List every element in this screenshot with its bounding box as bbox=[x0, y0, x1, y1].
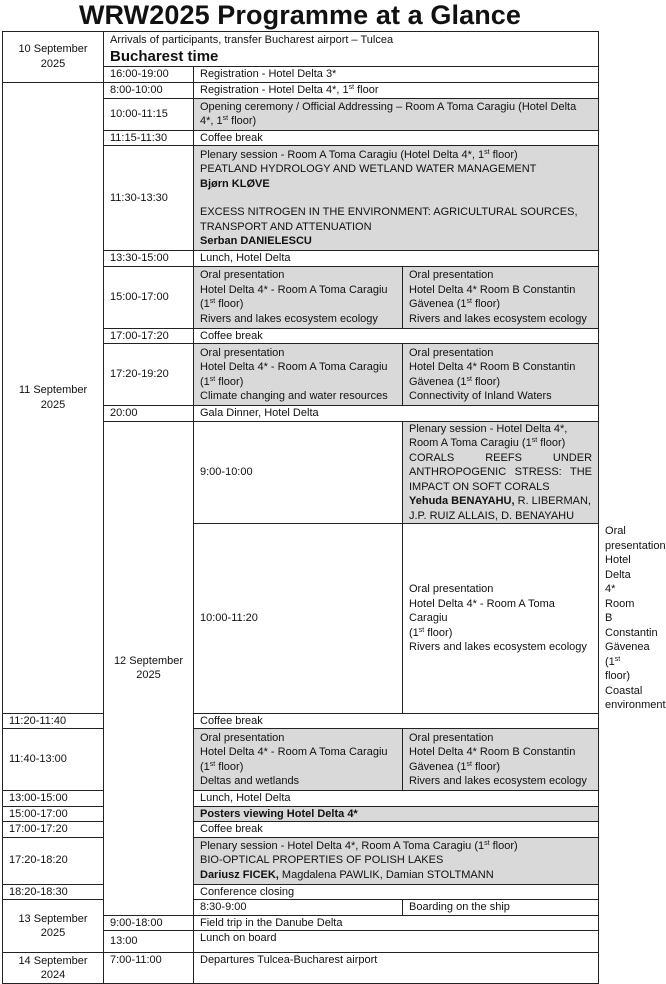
session-room-a bbox=[194, 344, 403, 406]
date-year: 2025 bbox=[40, 927, 66, 939]
superscript: st bbox=[466, 298, 472, 305]
time-cell: 17:20-18:20 bbox=[3, 837, 104, 884]
plenary-cell bbox=[194, 837, 599, 884]
time-cell: 8:00-10:00 bbox=[104, 82, 194, 98]
talk-speaker: Bjørn KLØVE bbox=[200, 177, 270, 190]
time-cell: 8:30-9:00 bbox=[194, 900, 403, 916]
date-year: 2025 bbox=[136, 669, 161, 681]
session-floor bbox=[200, 297, 396, 312]
date-line: 10 September bbox=[18, 43, 88, 56]
talk-title: BIO-OPTICAL PROPERTIES OF POLISH LAKES bbox=[200, 854, 444, 867]
date-year: 2025 bbox=[40, 398, 66, 411]
time-cell: 17:20-19:20 bbox=[104, 344, 194, 406]
date-line: 14 September bbox=[18, 954, 88, 967]
programme-table bbox=[2, 31, 666, 984]
event-text: floor) bbox=[537, 437, 566, 449]
time-cell: 18:20-18:30 bbox=[3, 884, 104, 900]
event-text: (1 bbox=[200, 298, 210, 310]
event-text: floor) bbox=[215, 375, 244, 388]
superscript: st bbox=[418, 626, 425, 634]
time-cell: 17:00-17:20 bbox=[104, 328, 194, 344]
time-cell: 17:00-17:20 bbox=[3, 822, 104, 838]
page-title: WRW2025 Programme at a Glance bbox=[78, 0, 522, 30]
event-text: floor) bbox=[228, 115, 257, 127]
session-room-b bbox=[403, 729, 599, 791]
session-room-a bbox=[194, 729, 403, 791]
time-cell: 15:00-17:00 bbox=[3, 806, 104, 822]
session-topic: Rivers and lakes ecosystem ecology bbox=[409, 775, 587, 787]
superscript: st bbox=[209, 298, 216, 305]
event-cell: Departures Tulcea-Bucharest airport bbox=[194, 953, 599, 984]
session-topic: Rivers and lakes ecosystem ecology bbox=[200, 312, 378, 325]
event-text: Registration - Hotel Delta 4*, 1 bbox=[200, 83, 349, 96]
date-year: 2025 bbox=[40, 57, 66, 70]
talk-speaker: Serban DANIELESCU bbox=[200, 235, 312, 247]
event-text: (1 bbox=[200, 375, 210, 388]
event-cell bbox=[194, 98, 599, 130]
time-cell: 13:00 bbox=[104, 931, 194, 953]
superscript: st bbox=[466, 760, 472, 768]
superscript: st bbox=[209, 760, 216, 768]
event-cell: Lunch, Hotel Delta bbox=[194, 791, 599, 807]
session-room: Hotel Delta 4* Room B Constantin bbox=[409, 361, 576, 373]
event-text: (1 bbox=[409, 626, 419, 639]
time-cell: 13:30-15:00 bbox=[104, 251, 194, 267]
event-text: Opening ceremony / Official Addressing – Room A Toma Caragiu (Hotel Delta 4*, 1 bbox=[200, 100, 577, 127]
event-text: floor) bbox=[215, 760, 244, 773]
event-text: (1 bbox=[200, 760, 210, 773]
event-text: Gävenea (1 bbox=[409, 298, 467, 310]
session-floor bbox=[200, 375, 396, 390]
plenary-header bbox=[200, 148, 592, 163]
table-row bbox=[3, 900, 599, 916]
event-cell: Coffee break bbox=[194, 713, 599, 729]
event-text: floor bbox=[354, 83, 379, 96]
superscript: st bbox=[222, 115, 229, 122]
table-row bbox=[3, 822, 599, 838]
session-room: Hotel Delta 4* Room B Constantin bbox=[409, 746, 576, 758]
table-row bbox=[3, 32, 599, 67]
session-topic: Climate changing and water resources bbox=[200, 390, 388, 402]
event-cell bbox=[194, 82, 599, 98]
event-text: floor) bbox=[471, 298, 501, 310]
event-cell: Lunch, Hotel Delta bbox=[194, 251, 599, 267]
table-row bbox=[3, 791, 599, 807]
event-cell: Registration - Hotel Delta 3* bbox=[194, 66, 599, 82]
talk-title: PEATLAND HYDROLOGY AND WETLAND WATER MANAGEMENT bbox=[200, 163, 537, 175]
time-cell: 13:00-15:00 bbox=[3, 791, 104, 807]
day-date-14-sep bbox=[3, 953, 104, 984]
session-label: Oral presentation bbox=[409, 731, 494, 744]
event-text: Gävenea (1 bbox=[605, 641, 650, 668]
table-row: 10:00-11:20 Oral presentation Hotel Delta 4* - Room A Toma Caragiu (1st floor) Rivers and lakes ecosystem ecology Oral presentation Hotel Delta 4* Room B Constantin Gävenea (1st floor) Coastal environment bbox=[3, 524, 599, 714]
event-text: floor) bbox=[471, 375, 501, 388]
session-topic: Deltas and wetlands bbox=[200, 775, 300, 787]
arrivals-text: Arrivals of participants, transfer Bucharest airport – Tulcea bbox=[110, 34, 394, 46]
session-label: Oral presentation bbox=[200, 731, 285, 744]
superscript: st bbox=[209, 375, 216, 383]
session-floor bbox=[200, 760, 396, 775]
superscript: st bbox=[484, 839, 490, 847]
talk-speaker: Yehuda BENAYAHU, bbox=[409, 495, 515, 507]
day-date-10-sep bbox=[3, 32, 104, 83]
session-room: Hotel Delta 4* Room B Constantin bbox=[409, 283, 576, 296]
event-text: Gävenea (1 bbox=[409, 760, 467, 773]
event-cell: Coffee break bbox=[194, 130, 599, 146]
session-room: Hotel Delta 4* - Room A Toma Caragiu bbox=[200, 361, 388, 373]
superscript: st bbox=[466, 375, 472, 383]
superscript: st bbox=[484, 148, 490, 156]
date-line: 12 September bbox=[113, 654, 184, 667]
event-text: floor) bbox=[424, 626, 453, 639]
talk-speakers bbox=[200, 868, 592, 883]
event-text: floor) bbox=[215, 298, 244, 310]
date-line: 11 September bbox=[18, 384, 88, 396]
session-label: Oral presentation bbox=[409, 583, 494, 595]
event-text: Plenary session - Hotel Delta 4*, Room A Toma Caragiu (1 bbox=[409, 422, 568, 449]
event-text: floor) bbox=[605, 670, 631, 682]
event-cell: Field trip in the Danube Delta bbox=[194, 915, 599, 931]
talk-speakers bbox=[409, 494, 592, 523]
day-date-13-sep bbox=[3, 900, 104, 953]
table-row bbox=[3, 953, 599, 984]
event-cell: Coffee break bbox=[194, 328, 599, 344]
time-cell: 10:00-11:20 bbox=[194, 524, 403, 714]
plenary-cell bbox=[403, 421, 599, 524]
event-text: Plenary session - Hotel Delta 4*, Room A Toma Caragiu (1 bbox=[200, 839, 485, 852]
session-room-b bbox=[403, 344, 599, 406]
time-cell: 11:15-11:30 bbox=[104, 130, 194, 146]
event-cell: Lunch on board bbox=[194, 931, 599, 953]
talk-title: EXCESS NITROGEN IN THE ENVIRONMENT: AGRICULTURAL SOURCES, TRANSPORT AND ATTENUATION bbox=[200, 206, 578, 233]
superscript: st bbox=[614, 655, 621, 663]
time-cell: 11:30-13:30 bbox=[104, 146, 194, 251]
event-cell: Conference closing bbox=[194, 884, 599, 900]
event-cell: Posters viewing Hotel Delta 4* bbox=[194, 806, 599, 822]
time-cell: 11:40-13:00 bbox=[3, 729, 104, 791]
table-row bbox=[3, 729, 599, 791]
event-text: Plenary session - Room A Toma Caragiu (Hotel Delta 4*, 1 bbox=[200, 148, 485, 161]
time-cell: 9:00-10:00 bbox=[194, 421, 403, 524]
session-floor bbox=[409, 297, 592, 312]
session-room-a bbox=[194, 266, 403, 328]
bucharest-time-heading: Bucharest time bbox=[110, 47, 219, 65]
session-room: Hotel Delta 4* - Room A Toma Caragiu bbox=[409, 597, 555, 624]
session-room: Hotel Delta 4* - Room A Toma Caragiu bbox=[200, 283, 388, 296]
day-date-11-sep bbox=[3, 82, 104, 713]
time-cell: 10:00-11:15 bbox=[104, 98, 194, 130]
co-authors: Magdalena PAWLIK, Damian STOLTMANN bbox=[278, 868, 494, 881]
spacer bbox=[200, 191, 592, 205]
time-cell: 16:00-19:00 bbox=[104, 66, 194, 82]
table-row bbox=[3, 713, 599, 729]
session-room-b bbox=[403, 266, 599, 328]
time-cell: 7:00-11:00 bbox=[104, 953, 194, 984]
date-year: 2024 bbox=[40, 969, 66, 981]
session-topic: Connectivity of Inland Waters bbox=[409, 390, 552, 402]
time-cell: 15:00-17:00 bbox=[104, 266, 194, 328]
day-date-12-sep bbox=[104, 421, 194, 915]
event-text: floor) bbox=[489, 148, 518, 161]
superscript: st bbox=[348, 83, 355, 91]
superscript: st bbox=[531, 437, 538, 444]
event-cell: Coffee break bbox=[194, 822, 599, 838]
session-room: Hotel Delta 4* - Room A Toma Caragiu bbox=[200, 746, 388, 758]
session-label: Oral presentation bbox=[409, 346, 494, 359]
session-label: Oral presentation bbox=[200, 269, 285, 281]
session-floor bbox=[409, 760, 592, 775]
co-authors: R. LIBERMAN, J.P. RUIZ ALLAIS, D. BENAYAHU bbox=[409, 495, 591, 522]
talk-speaker: Dariusz FICEK, bbox=[200, 868, 279, 881]
time-cell: 11:20-11:40 bbox=[3, 713, 104, 729]
session-floor bbox=[409, 626, 592, 641]
event-text: floor) bbox=[489, 839, 518, 852]
table-row bbox=[3, 806, 599, 822]
plenary-header bbox=[200, 839, 592, 854]
plenary-header bbox=[409, 422, 592, 451]
table-row bbox=[3, 837, 599, 884]
time-cell: 9:00-18:00 bbox=[104, 915, 194, 931]
session-room-a bbox=[403, 524, 599, 714]
talk-title: CORALS REEFS UNDER ANTHROPOGENIC STRESS: THE IMPACT ON SOFT CORALS bbox=[409, 451, 593, 493]
session-topic: Rivers and lakes ecosystem ecology bbox=[409, 312, 587, 325]
table-row bbox=[3, 82, 599, 98]
table-row bbox=[3, 884, 599, 900]
time-cell: 20:00 bbox=[104, 406, 194, 422]
session-label: Oral presentation bbox=[409, 269, 494, 281]
session-topic: Rivers and lakes ecosystem ecology bbox=[409, 641, 587, 653]
event-cell: Boarding on the ship bbox=[403, 900, 599, 916]
event-text: Gävenea (1 bbox=[409, 375, 467, 388]
date-line: 13 September bbox=[18, 912, 88, 925]
event-text: floor) bbox=[471, 760, 501, 773]
session-label: Oral presentation bbox=[200, 346, 285, 359]
event-cell: Gala Dinner, Hotel Delta bbox=[194, 406, 599, 422]
plenary-cell bbox=[194, 146, 599, 251]
arrivals-cell bbox=[104, 32, 599, 67]
session-floor bbox=[409, 375, 592, 390]
